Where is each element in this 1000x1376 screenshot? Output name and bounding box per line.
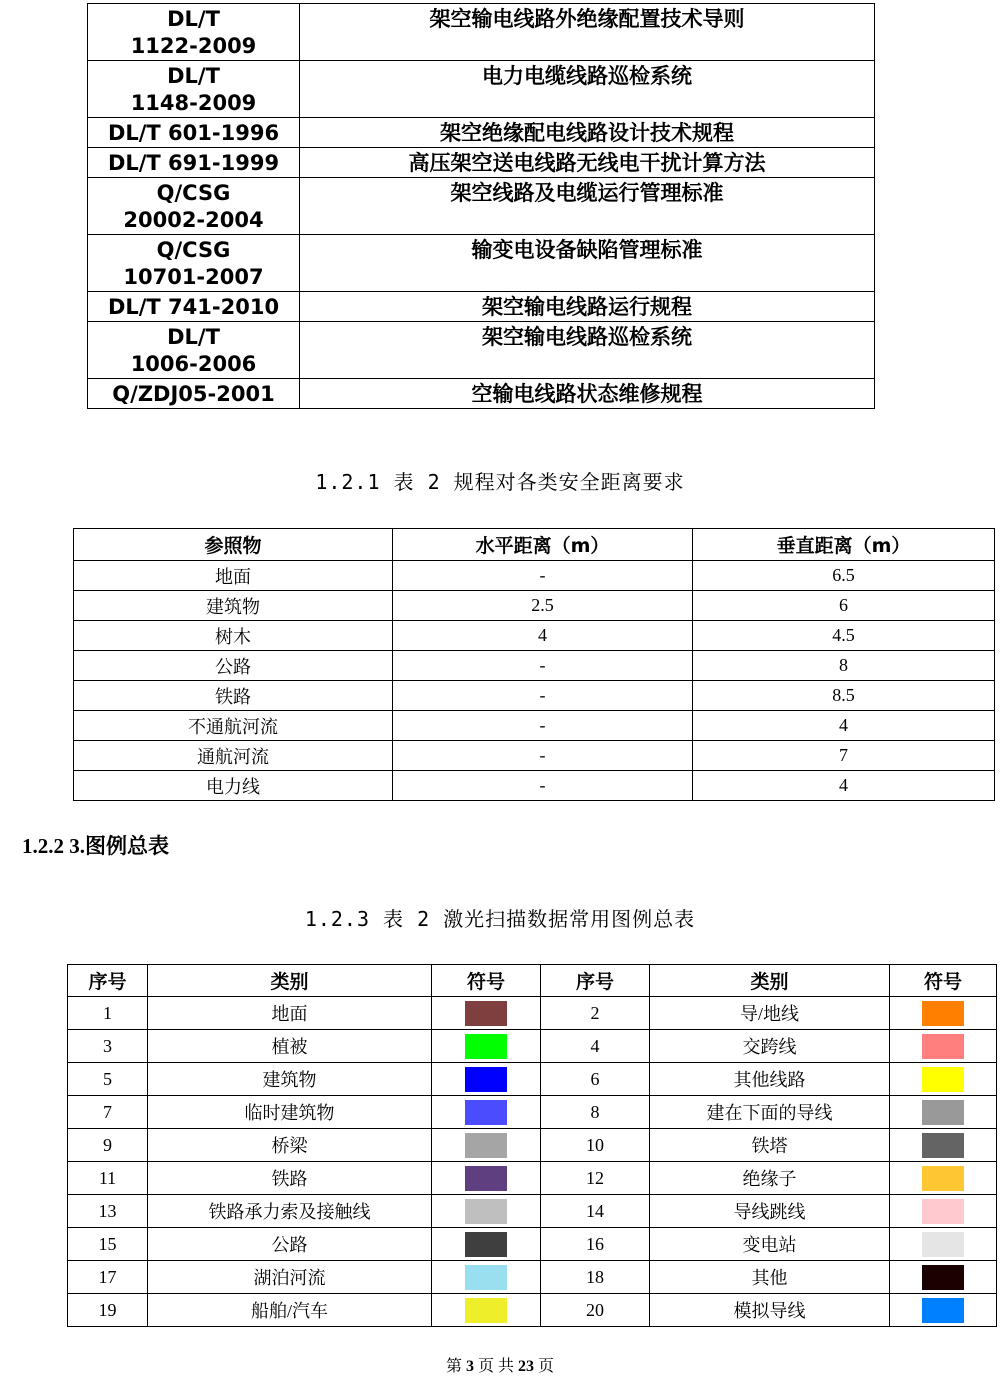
legend-color-swatch — [465, 1265, 507, 1290]
standards-table — [87, 3, 875, 409]
distance-row — [74, 651, 995, 681]
distance-vertical: 4 — [693, 711, 995, 741]
legend-row — [68, 1294, 997, 1327]
distance-header-reference: 参照物 — [74, 529, 393, 561]
distance-vertical: 8.5 — [693, 681, 995, 711]
distance-reference: 不通航河流 — [74, 711, 393, 741]
legend-color-swatch — [465, 1133, 507, 1158]
legend-symbol-cell-right — [890, 1228, 997, 1261]
legend-header-symbol-left: 符号 — [432, 965, 541, 997]
legend-no-right: 14 — [541, 1195, 650, 1228]
legend-symbol-cell-left — [432, 1063, 541, 1096]
distance-reference: 树木 — [74, 621, 393, 651]
legend-category-right: 铁塔 — [650, 1129, 890, 1162]
footer-middle: 页 共 — [477, 1358, 514, 1375]
legend-color-swatch — [922, 1067, 964, 1092]
legend-color-swatch — [922, 1166, 964, 1191]
legend-symbol-cell-right — [890, 1162, 997, 1195]
legend-category-right: 绝缘子 — [650, 1162, 890, 1195]
legend-category-right: 导/地线 — [650, 997, 890, 1030]
distance-vertical: 4.5 — [693, 621, 995, 651]
legend-row — [68, 1063, 997, 1096]
legend-color-swatch — [465, 1199, 507, 1224]
footer-page-number: 3 — [465, 1358, 474, 1375]
legend-color-swatch — [922, 1232, 964, 1257]
distance-reference: 地面 — [74, 561, 393, 591]
legend-symbol-cell-right — [890, 1030, 997, 1063]
legend-symbol-cell-right — [890, 1195, 997, 1228]
legend-table-header-row — [68, 965, 997, 997]
legend-color-swatch — [922, 1034, 964, 1059]
standard-title: 电力电缆线路巡检系统 — [300, 61, 875, 118]
legend-row — [68, 1261, 997, 1294]
distance-horizontal: - — [393, 681, 693, 711]
distance-row — [74, 771, 995, 801]
standards-row — [88, 61, 875, 118]
legend-no-right: 8 — [541, 1096, 650, 1129]
legend-category-left: 建筑物 — [148, 1063, 432, 1096]
legend-category-left: 桥梁 — [148, 1129, 432, 1162]
distance-horizontal: 4 — [393, 621, 693, 651]
legend-category-right: 交跨线 — [650, 1030, 890, 1063]
legend-no-right: 12 — [541, 1162, 650, 1195]
legend-table-caption: 1.2.3 表 2 激光扫描数据常用图例总表 — [304, 907, 696, 931]
distance-table-body — [74, 561, 995, 801]
standard-code: DL/T 1006-2006 — [88, 322, 300, 379]
distance-reference: 建筑物 — [74, 591, 393, 621]
standards-row — [88, 4, 875, 61]
distance-vertical: 6.5 — [693, 561, 995, 591]
legend-color-swatch — [465, 1166, 507, 1191]
legend-symbol-cell-right — [890, 1294, 997, 1327]
distance-header-vertical: 垂直距离（m） — [693, 529, 995, 561]
legend-symbol-cell-left — [432, 1096, 541, 1129]
legend-color-swatch — [922, 1265, 964, 1290]
legend-category-right: 变电站 — [650, 1228, 890, 1261]
legend-category-left: 湖泊河流 — [148, 1261, 432, 1294]
legend-symbol-cell-left — [432, 1162, 541, 1195]
distance-vertical: 4 — [693, 771, 995, 801]
legend-no-right: 18 — [541, 1261, 650, 1294]
distance-table-caption: 1.2.1 表 2 规程对各类安全距离要求 — [315, 470, 685, 494]
page-footer — [0, 1353, 1000, 1376]
legend-row — [68, 1195, 997, 1228]
legend-no-left: 19 — [68, 1294, 148, 1327]
distance-row — [74, 591, 995, 621]
legend-header-no-left: 序号 — [68, 965, 148, 997]
standard-code: DL/T 1148-2009 — [88, 61, 300, 118]
legend-color-swatch — [465, 1232, 507, 1257]
legend-color-swatch — [922, 1133, 964, 1158]
distance-horizontal: - — [393, 711, 693, 741]
distance-row — [74, 621, 995, 651]
distance-horizontal: 2.5 — [393, 591, 693, 621]
legend-color-swatch — [922, 1199, 964, 1224]
standards-row — [88, 235, 875, 292]
standard-code: DL/T 1122-2009 — [88, 4, 300, 61]
legend-no-left: 11 — [68, 1162, 148, 1195]
distance-row — [74, 561, 995, 591]
legend-header-category-right: 类别 — [650, 965, 890, 997]
legend-no-right: 16 — [541, 1228, 650, 1261]
legend-category-right: 模拟导线 — [650, 1294, 890, 1327]
legend-symbol-cell-right — [890, 1096, 997, 1129]
legend-symbol-cell-left — [432, 1195, 541, 1228]
legend-row — [68, 1228, 997, 1261]
distance-row — [74, 741, 995, 771]
legend-table — [67, 964, 997, 1327]
standard-code: Q/ZDJ05-2001 — [88, 379, 300, 409]
standard-title: 架空输电线路巡检系统 — [300, 322, 875, 379]
standard-code: DL/T 691-1999 — [88, 148, 300, 178]
distance-horizontal: - — [393, 651, 693, 681]
legend-no-right: 2 — [541, 997, 650, 1030]
standard-title: 架空绝缘配电线路设计技术规程 — [300, 118, 875, 148]
standards-table-body — [88, 4, 875, 409]
standard-code: Q/CSG 20002-2004 — [88, 178, 300, 235]
standard-title: 架空线路及电缆运行管理标准 — [300, 178, 875, 235]
distance-reference: 公路 — [74, 651, 393, 681]
legend-color-swatch — [922, 1001, 964, 1026]
standard-title: 架空输电线路外绝缘配置技术导则 — [300, 4, 875, 61]
legend-color-swatch — [922, 1298, 964, 1323]
legend-row — [68, 1096, 997, 1129]
legend-category-left: 植被 — [148, 1030, 432, 1063]
distance-table — [73, 528, 995, 801]
legend-header-no-right: 序号 — [541, 965, 650, 997]
legend-no-left: 15 — [68, 1228, 148, 1261]
standard-title: 高压架空送电线路无线电干扰计算方法 — [300, 148, 875, 178]
legend-no-left: 5 — [68, 1063, 148, 1096]
standards-row — [88, 292, 875, 322]
legend-no-left: 1 — [68, 997, 148, 1030]
legend-no-right: 20 — [541, 1294, 650, 1327]
standard-title: 空输电线路状态维修规程 — [300, 379, 875, 409]
standard-code: DL/T 741-2010 — [88, 292, 300, 322]
legend-color-swatch — [465, 1100, 507, 1125]
legend-row — [68, 997, 997, 1030]
legend-no-right: 4 — [541, 1030, 650, 1063]
standard-code: DL/T 601-1996 — [88, 118, 300, 148]
legend-row — [68, 1129, 997, 1162]
legend-symbol-cell-right — [890, 1129, 997, 1162]
distance-reference: 电力线 — [74, 771, 393, 801]
legend-color-swatch — [465, 1001, 507, 1026]
legend-color-swatch — [465, 1034, 507, 1059]
legend-symbol-cell-left — [432, 1294, 541, 1327]
legend-category-right: 建在下面的导线 — [650, 1096, 890, 1129]
standards-row — [88, 148, 875, 178]
legend-row — [68, 1030, 997, 1063]
distance-vertical: 8 — [693, 651, 995, 681]
legend-color-swatch — [465, 1298, 507, 1323]
legend-no-right: 10 — [541, 1129, 650, 1162]
legend-symbol-cell-left — [432, 1228, 541, 1261]
legend-category-left: 铁路 — [148, 1162, 432, 1195]
distance-row — [74, 711, 995, 741]
legend-color-swatch — [465, 1067, 507, 1092]
legend-symbol-cell-right — [890, 1063, 997, 1096]
legend-symbol-cell-left — [432, 1030, 541, 1063]
standard-code: Q/CSG 10701-2007 — [88, 235, 300, 292]
legend-row — [68, 1162, 997, 1195]
distance-header-horizontal: 水平距离（m） — [393, 529, 693, 561]
distance-table-header-row — [74, 529, 995, 561]
distance-horizontal: - — [393, 771, 693, 801]
legend-no-left: 3 — [68, 1030, 148, 1063]
legend-category-left: 船舶/汽车 — [148, 1294, 432, 1327]
legend-symbol-cell-left — [432, 1129, 541, 1162]
legend-header-category-left: 类别 — [148, 965, 432, 997]
distance-horizontal: - — [393, 741, 693, 771]
standards-row — [88, 322, 875, 379]
legend-no-left: 7 — [68, 1096, 148, 1129]
standard-title: 架空输电线路运行规程 — [300, 292, 875, 322]
distance-reference: 铁路 — [74, 681, 393, 711]
legend-no-left: 9 — [68, 1129, 148, 1162]
standards-row — [88, 178, 875, 235]
footer-total-pages: 23 — [518, 1358, 534, 1375]
distance-reference: 通航河流 — [74, 741, 393, 771]
legend-color-swatch — [922, 1100, 964, 1125]
standard-title: 输变电设备缺陷管理标准 — [300, 235, 875, 292]
legend-symbol-cell-right — [890, 1261, 997, 1294]
legend-no-left: 13 — [68, 1195, 148, 1228]
legend-category-left: 临时建筑物 — [148, 1096, 432, 1129]
legend-no-left: 17 — [68, 1261, 148, 1294]
legend-table-body — [68, 997, 997, 1327]
distance-vertical: 6 — [693, 591, 995, 621]
legend-symbol-cell-right — [890, 997, 997, 1030]
standards-row — [88, 118, 875, 148]
legend-header-symbol-right: 符号 — [890, 965, 997, 997]
distance-row — [74, 681, 995, 711]
legend-no-right: 6 — [541, 1063, 650, 1096]
legend-category-left: 公路 — [148, 1228, 432, 1261]
legend-category-right: 其他 — [650, 1261, 890, 1294]
footer-prefix: 第 — [445, 1358, 462, 1375]
legend-category-left: 铁路承力索及接触线 — [148, 1195, 432, 1228]
legend-symbol-cell-left — [432, 1261, 541, 1294]
distance-horizontal: - — [393, 561, 693, 591]
footer-suffix: 页 — [538, 1358, 555, 1375]
standards-row — [88, 379, 875, 409]
legend-category-left: 地面 — [148, 997, 432, 1030]
section-heading: 1.2.2 3.图例总表 — [22, 834, 169, 858]
legend-category-right: 其他线路 — [650, 1063, 890, 1096]
distance-vertical: 7 — [693, 741, 995, 771]
legend-symbol-cell-left — [432, 997, 541, 1030]
legend-category-right: 导线跳线 — [650, 1195, 890, 1228]
